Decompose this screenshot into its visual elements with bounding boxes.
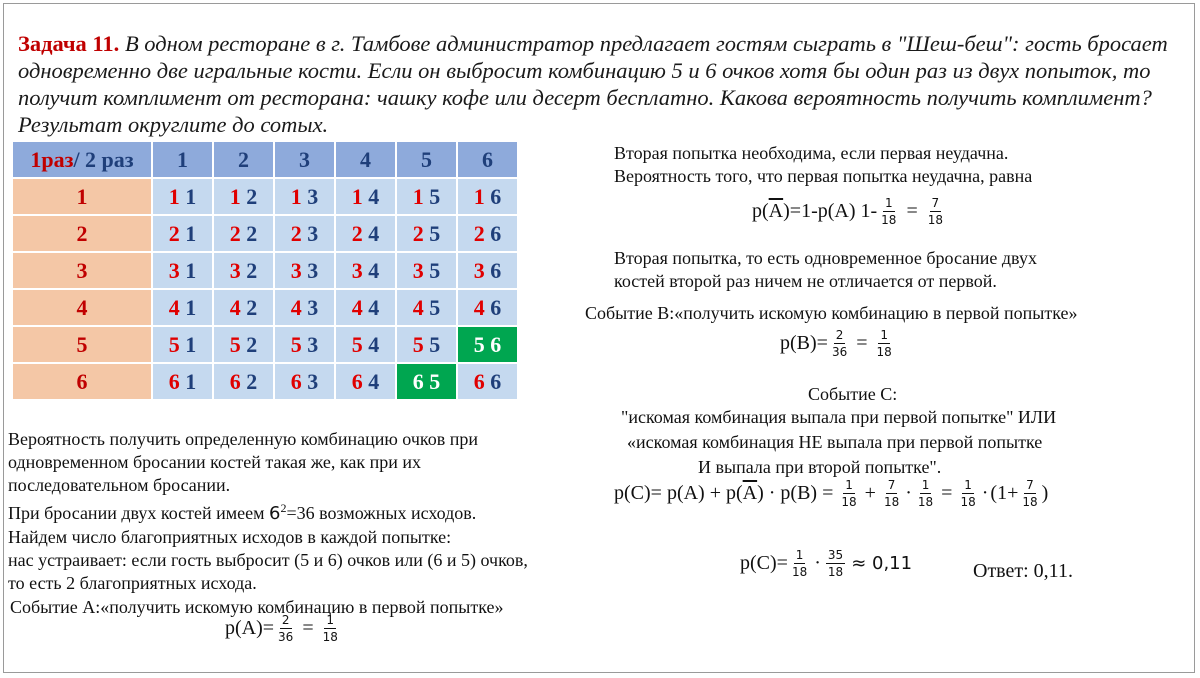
fraction: $\frac{1}{18}$ — [917, 478, 934, 509]
right-text-line: «искомая комбинация НЕ выпала при первой попытке — [627, 432, 1043, 452]
fraction: $\frac{1}{18}$ — [876, 328, 892, 359]
outcome-cell: 5 4 — [335, 326, 396, 363]
event-a-text: Событие А:«получить искомую комбинацию в первой попытке» — [10, 597, 504, 617]
dice-outcomes-table — [11, 140, 519, 401]
outcome-cell: 3 3 — [274, 252, 335, 289]
outcome-cell: 3 5 — [396, 252, 457, 289]
row-header: 2 — [12, 215, 152, 252]
task-statement — [18, 30, 1188, 138]
right-text-line: Вторая попытка, то есть одновременное бросание двух — [614, 248, 1037, 268]
answer-text: Ответ: 0,11. — [973, 560, 1073, 582]
outcome-cell: 2 2 — [213, 215, 274, 252]
fraction: $\frac{35}{18}$ — [827, 548, 844, 579]
right-text-line: Вероятность того, что первая попытка неудачна, равна — [614, 166, 1033, 186]
fraction: $\frac{7}{18}$ — [1022, 478, 1038, 509]
outcome-cell: 6 4 — [335, 363, 396, 400]
table-row — [12, 363, 518, 400]
left-text-line: Найдем число благоприятных исходов в каждой попытке: — [8, 527, 452, 547]
formula-final: p(С)= $\frac{1}{18}$ · $\frac{35}{18}$ ≈ 0,11 — [740, 548, 913, 579]
outcome-cell: 6 6 — [457, 363, 518, 400]
formula-pB: p(В)= $\frac{2}{36}$ = $\frac{1}{18}$ — [780, 328, 892, 359]
column-header: 6 — [457, 141, 518, 178]
formula-pC: p(С)= p(А) + p( А ) · p(В) = $\frac{1}{18}$ + $\frac{7}{18}$ · $\frac{1}{18}$ = $\frac{1}{18}$ · (1+ $\frac{7}{18}$ ) — [614, 478, 1049, 509]
outcome-cell: 1 5 — [396, 178, 457, 215]
outcome-cell: 1 1 — [152, 178, 213, 215]
outcome-cell: 1 4 — [335, 178, 396, 215]
outcome-cell: 1 2 — [213, 178, 274, 215]
left-text-line: Вероятность получить определенную комбинацию очков при — [8, 429, 478, 449]
outcome-cell: 5 1 — [152, 326, 213, 363]
table-corner-cell: 1раз/ 2 раз — [12, 141, 152, 178]
right-text-line: Вторая попытка необходима, если первая неудачна. — [614, 143, 1009, 163]
left-text-line: то есть 2 благоприятных исхода. — [8, 573, 257, 593]
fraction: $\frac{2}{36}$ — [831, 328, 848, 359]
outcome-cell: 5 6 — [457, 326, 518, 363]
outcome-cell: 5 5 — [396, 326, 457, 363]
fraction: $\frac{7}{18}$ — [883, 478, 900, 509]
outcome-cell: 2 5 — [396, 215, 457, 252]
table-header-row — [12, 141, 518, 178]
column-header: 1 — [152, 141, 213, 178]
right-text-line: костей второй раз ничем не отличается от первой. — [614, 271, 997, 291]
table-row — [12, 215, 518, 252]
outcome-cell: 5 3 — [274, 326, 335, 363]
right-text-line: И выпала при второй попытке". — [698, 457, 942, 477]
column-header: 5 — [396, 141, 457, 178]
outcomes-count-text: При бросании двух костей имеем $6^2=36$ возможных исходов. — [8, 501, 477, 524]
row-header: 6 — [12, 363, 152, 400]
event-b-text: Событие В:«получить искомую комбинацию в первой попытке» — [585, 303, 1078, 323]
fraction: $\frac{2}{36}$ — [278, 613, 294, 644]
left-text-line: последовательном бросании. — [8, 475, 231, 495]
left-text-line: одновременном бросании костей такая же, как при их — [8, 452, 422, 472]
row-header: 1 — [12, 178, 152, 215]
outcome-cell: 4 3 — [274, 289, 335, 326]
event-c-title: Событие С: — [808, 384, 898, 404]
column-header: 2 — [213, 141, 274, 178]
outcome-cell: 2 6 — [457, 215, 518, 252]
outcome-cell: 6 5 — [396, 363, 457, 400]
outcome-cell: 2 1 — [152, 215, 213, 252]
formula-p-not-A: p( А )=1-p(А) 1- $\frac{1}{18}$ = $\frac{7}{18}$ — [752, 196, 943, 227]
row-header: 4 — [12, 289, 152, 326]
outcome-cell: 6 2 — [213, 363, 274, 400]
fraction: $\frac{1}{18}$ — [960, 478, 976, 509]
outcome-cell: 2 3 — [274, 215, 335, 252]
left-text-line: нас устраивает: если гость выбросит (5 и 6) очков или (6 и 5) очков, — [8, 550, 528, 570]
row-header: 3 — [12, 252, 152, 289]
outcome-cell: 3 2 — [213, 252, 274, 289]
outcome-cell: 1 3 — [274, 178, 335, 215]
task-label: Задача 11. — [18, 31, 120, 56]
outcome-cell: 4 5 — [396, 289, 457, 326]
outcome-cell: 4 6 — [457, 289, 518, 326]
fraction: $\frac{1}{18}$ — [791, 548, 808, 579]
table-row — [12, 252, 518, 289]
task-text: В одном ресторане в г. Тамбове администратор предлагает гостям сыграть в "Шеш-беш": гость бросает одновременно две игральные кости. Если он выбросит комбинацию 5 и 6 очков хотя бы один раз из двух попыток, то получит комплимент от ресторана: чашку кофе или десерт бесплатно. Какова вероятность получить комплимент? Результат округлите до сотых. — [18, 31, 1168, 137]
right-text-line: "искомая комбинация выпала при первой попытке" ИЛИ — [621, 407, 1057, 427]
table-row — [12, 178, 518, 215]
row-header: 5 — [12, 326, 152, 363]
outcome-cell: 3 1 — [152, 252, 213, 289]
table-row — [12, 289, 518, 326]
fraction: $\frac{1}{18}$ — [881, 196, 897, 227]
column-header: 3 — [274, 141, 335, 178]
outcome-cell: 1 6 — [457, 178, 518, 215]
outcome-cell: 2 4 — [335, 215, 396, 252]
fraction: $\frac{1}{18}$ — [322, 613, 338, 644]
outcome-cell: 6 1 — [152, 363, 213, 400]
fraction: $\frac{1}{18}$ — [841, 478, 857, 509]
outcome-cell: 3 4 — [335, 252, 396, 289]
formula-pA: p(А)= $\frac{2}{36}$ = $\frac{1}{18}$ — [225, 613, 338, 644]
outcome-cell: 4 1 — [152, 289, 213, 326]
outcome-cell: 4 2 — [213, 289, 274, 326]
outcome-cell: 3 6 — [457, 252, 518, 289]
fraction: $\frac{7}{18}$ — [927, 196, 943, 227]
outcome-cell: 4 4 — [335, 289, 396, 326]
column-header: 4 — [335, 141, 396, 178]
table-row — [12, 326, 518, 363]
outcome-cell: 5 2 — [213, 326, 274, 363]
outcome-cell: 6 3 — [274, 363, 335, 400]
